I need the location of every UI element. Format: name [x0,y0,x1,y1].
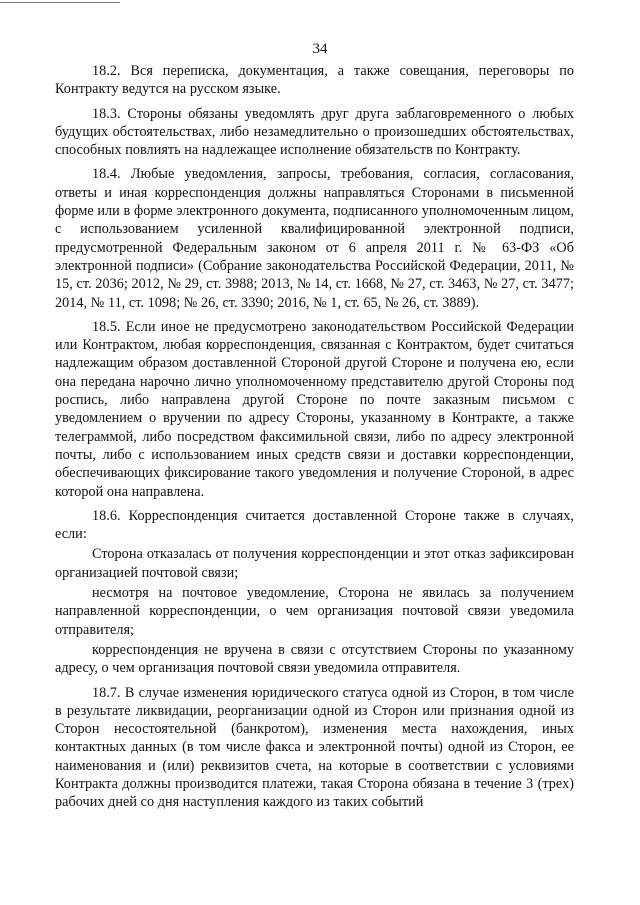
top-edge-line [0,2,120,3]
paragraph-18-6: 18.6. Корреспонденция считается доставленной Стороне также в случаях, если: [55,507,574,543]
document-body [55,62,574,818]
paragraph-18-2: 18.2. Вся переписка, документация, а также совещания, переговоры по Контракту ведутся на русском языке. [55,63,574,98]
paragraph-18-6-case-no-show: несмотря на почтовое уведомление, Сторона не явилась за получением направленной корреспонденции, о чем организация почтовой связи уведомила отправителя; [55,585,574,638]
paragraph-18-5: 18.5. Если иное не предусмотрено законодательством Российской Федерации или Контрактом, любая корреспонденция, связанная с Контрактом, будет считаться надлежащим образом доставленной Стороной другой Стороне и получена ею, если она передана нарочно лично уполномоченному представителю другой Стороны под роспись, либо направлена другой Стороне по почте заказным письмом с уведомлением о вручении по адресу Стороны, указанному в Контракте, а также телеграммой, либо посредством факсимильной связи, либо по адресу электронной почты, либо с использованием иных средств связи и доставки корреспонденции, обеспечивающих фиксирование такого уведомления и получение Стороной, в адрес которой она направлена. [55,318,574,500]
paragraph-18-6-case-refusal: Сторона отказалась от получения корреспонденции и этот отказ зафиксирован организацией почтовой связи; [55,546,574,581]
paragraph-18-6-case-absent: корреспонденция не вручена в связи с отсутствием Стороны по указанному адресу, о чем организация почтовой связи уведомила отправителя. [55,641,574,677]
page-number: 34 [312,41,328,57]
paragraph-18-3: 18.3. Стороны обязаны уведомлять друг друга заблаговременного о любых будущих обстоятельствах, либо незамедлительно о произошедших обстоятельствах, способных повлиять на надлежащее исполнение обязательств по Контракту. [55,105,574,159]
paragraph-18-4: 18.4. Любые уведомления, запросы, требования, согласия, согласования, ответы и иная корреспонденция должны направляться Сторонами в письменной форме или в форме электронного документа, подписанного уполномоченным лицом, с использованием усиленной квалифицированной электронной подписи, предусмотренной Федеральным законом от 6 апреля 2011 г. № 63-ФЗ «Об электронной подписи» (Собрание законодательства Российской Федерации, 2011, № 15, ст. 2036; 2012, № 29, ст. 3988; 2013, № 14, ст. 1668, № 27, ст. 3463, № 27, ст. 3477; 2014, № 11, ст. 1098; № 26, ст. 3390; 2016, № 1, ст. 65, № 26, ст. 3889). [55,166,574,311]
paragraph-18-7: 18.7. В случае изменения юридического статуса одной из Сторон, в том числе в результате ликвидации, реорганизации одной из Сторон или признания одной из Сторон несостоятельной (банкротом), изменения места нахождения, иных контактных данных (в том числе факса и электронной почты) одной из Сторон, ее наименования и (или) реквизитов счета, на которые в соответствии с условиями Контракта должны производится платежи, такая Сторона обязана в течение 3 (трех) рабочих дней со дня наступления каждого из таких событий [55,684,574,811]
